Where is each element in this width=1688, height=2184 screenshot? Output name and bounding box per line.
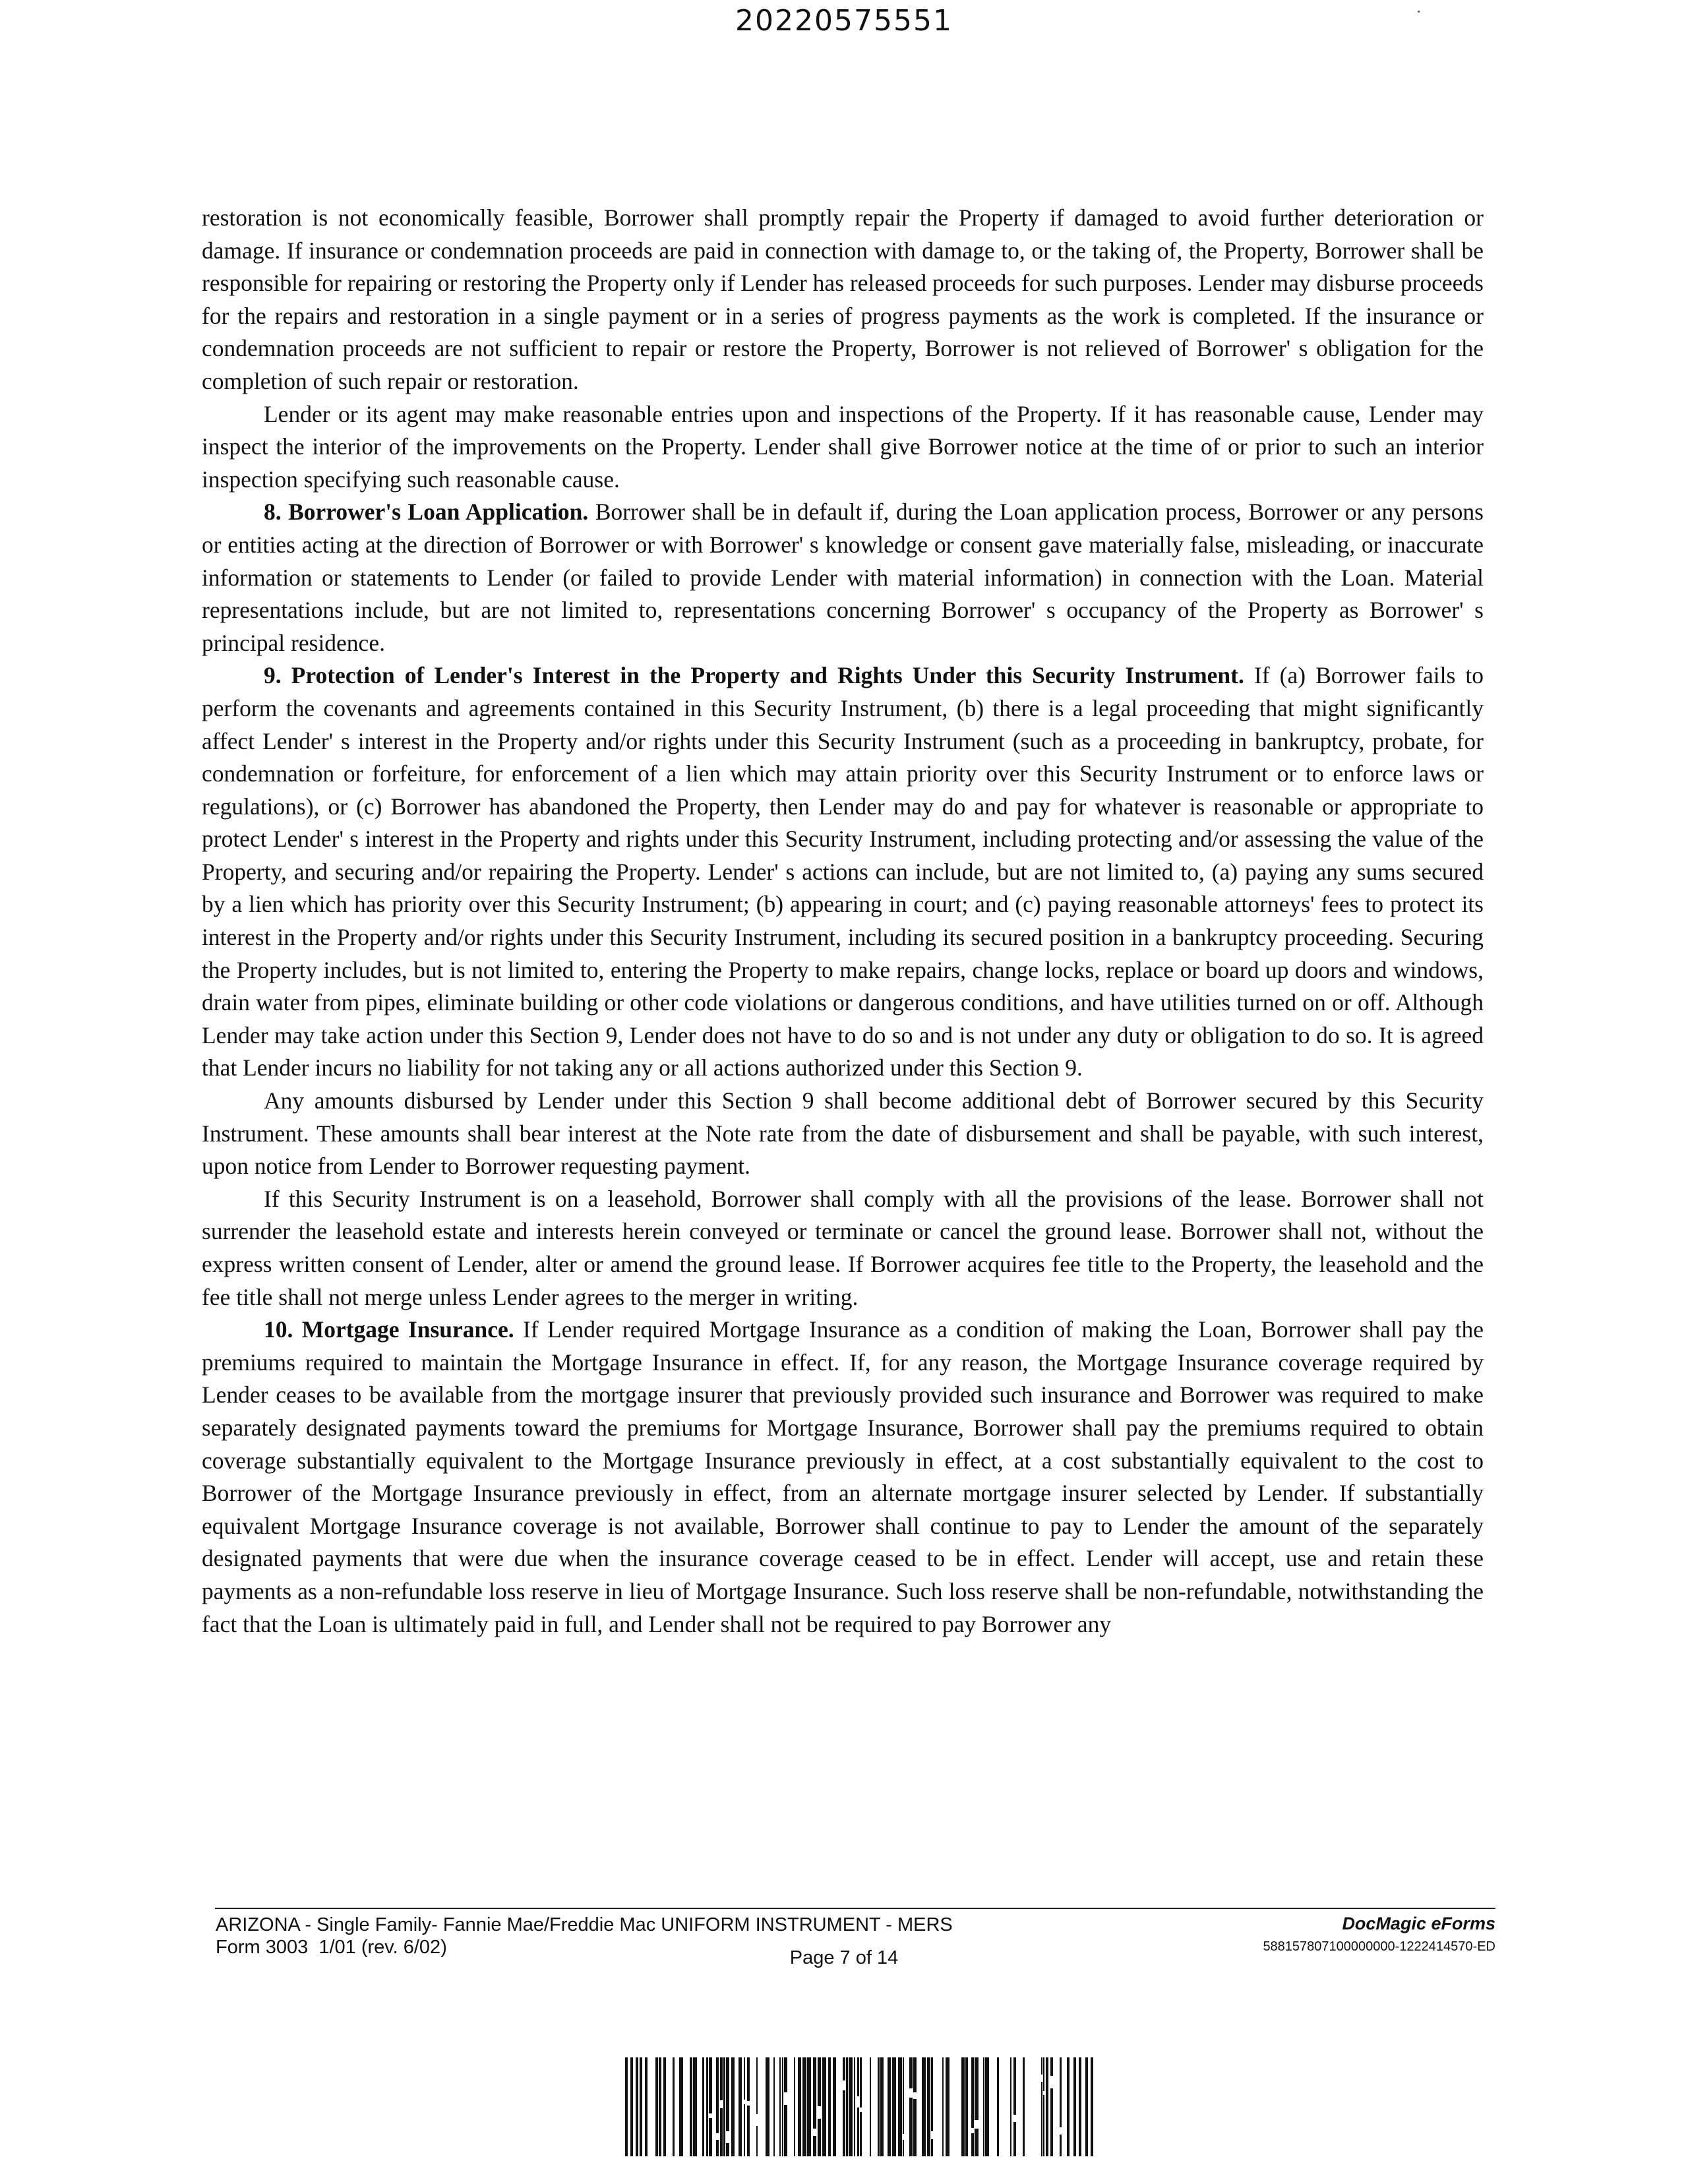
scan-speck <box>1418 11 1420 13</box>
section-heading: 9. Protection of Lender's Interest in the Property and Rights Under this Security Instrument. <box>264 662 1244 689</box>
section-9-protection <box>202 659 1484 1085</box>
document-id: 588157807100000000-1222414570-ED <box>1263 1939 1495 1954</box>
recording-number: 20220575551 <box>735 4 953 38</box>
page-number: Page 7 of 14 <box>789 1947 899 1968</box>
footer-divider <box>215 1908 1495 1909</box>
form-number: Form 3003 1/01 (rev. 6/02) <box>216 1937 447 1958</box>
paragraph-text: If this Security Instrument is on a leasehold, Borrower shall comply with all the provisions of the lease. Borrower shall not surrender the leasehold estate and interests herein conveyed or terminate or cancel the ground lease. Borrower shall not, without the express written consent of Lender, alter or amend the ground lease. If Borrower acquires fee title to the Property, the leasehold and the fee title shall not merge unless Lender agrees to the merger in writing. <box>202 1185 1484 1310</box>
paragraph-inspections <box>202 398 1484 497</box>
section-8-loan-application <box>202 496 1484 659</box>
paragraph-text: Any amounts disbursed by Lender under this Section 9 shall become additional debt of Borrower secured by this Security Instrument. These amounts shall bear interest at the Note rate from the date of disbursement and shall be payable, with such interest, upon notice from Lender to Borrower requesting payment. <box>202 1087 1484 1180</box>
paragraph-text: restoration is not economically feasible, Borrower shall promptly repair the Property if damaged to avoid further deterioration or damage. If insurance or condemnation proceeds are paid in connection with damage to, or the taking of, the Property, Borrower shall be responsible for repairing or restoring the Property only if Lender has released proceeds for such purposes. Lender may disburse proceeds for the repairs and restoration in a single payment or in a series of progress payments as the work is completed. If the insurance or condemnation proceeds are not sufficient to repair or restore the Property, Borrower is not relieved of Borrower' s obligation for the completion of such repair or restoration. <box>202 204 1484 394</box>
paragraph-text: Borrower shall be in default if, during the Loan application process, Borrower or any persons or entities acting at the direction of Borrower or with Borrower' s knowledge or consent gave materially false, misleading, or inaccurate information or statements to Lender (or failed to provide Lender with material information) in connection with the Loan. Material representations include, but are not limited to, representations concerning Borrower' s occupancy of the Property as Borrower' s principal residence. <box>202 499 1484 656</box>
document-body <box>202 202 1484 1641</box>
section-heading: 10. Mortgage Insurance. <box>264 1316 514 1343</box>
paragraph-restoration <box>202 202 1484 398</box>
barcode-icon <box>625 2057 1095 2156</box>
paragraph-text: Lender or its agent may make reasonable entries upon and inspections of the Property. If it has reasonable cause, Lender may inspect the interior of the improvements on the Property. Lender shall give Borrower notice at the time of or prior to such an interior inspection specifying such reasonable cause. <box>202 400 1484 493</box>
section-10-mortgage-insurance <box>202 1314 1484 1641</box>
paragraph-amounts-disbursed <box>202 1085 1484 1183</box>
paragraph-text: If Lender required Mortgage Insurance as a condition of making the Loan, Borrower shall pay the premiums required to maintain the Mortgage Insurance in effect. If, for any reason, the Mortgage Insurance coverage required by Lender ceases to be available from the mortgage insurer that previously provided such insurance and Borrower was required to make separately designated payments toward the premiums for Mortgage Insurance, Borrower shall pay the premiums required to obtain coverage substantially equivalent to the Mortgage Insurance previously in effect, at a cost substantially equivalent to the cost to Borrower of the Mortgage Insurance previously in effect, from an alternate mortgage insurer selected by Lender. If substantially equivalent Mortgage Insurance coverage is not available, Borrower shall continue to pay to Lender the amount of the separately designated payments that were due when the insurance coverage ceased to be in effect. Lender will accept, use and retain these payments as a non-refundable loss reserve in lieu of Mortgage Insurance. Such loss reserve shall be non-refundable, notwithstanding the fact that the Loan is ultimately paid in full, and Lender shall not be required to pay Borrower any <box>202 1316 1484 1637</box>
form-title: ARIZONA - Single Family- Fannie Mae/Freddie Mac UNIFORM INSTRUMENT - MERS <box>216 1914 953 1935</box>
paragraph-text: If (a) Borrower fails to perform the covenants and agreements contained in this Security Instrument, (b) there is a legal proceeding that might significantly affect Lender' s interest in the Property and/or rights under this Security Instrument (such as a proceeding in bankruptcy, probate, for condemnation or forfeiture, for enforcement of a lien which may attain priority over this Security Instrument or to enforce laws or regulations), or (c) Borrower has abandoned the Property, then Lender may do and pay for whatever is reasonable or appropriate to protect Lender' s interest in the Property and rights under this Security Instrument, including protecting and/or assessing the value of the Property, and securing and/or repairing the Property. Lender' s actions can include, but are not limited to, (a) paying any sums secured by a lien which has priority over this Security Instrument; (b) appearing in court; and (c) paying reasonable attorneys' fees to protect its interest in the Property and/or rights under this Security Instrument, including its secured position in a bankruptcy proceeding. Securing the Property includes, but is not limited to, entering the Property to make repairs, change locks, replace or board up doors and windows, drain water from pipes, eliminate building or other code violations or dangerous conditions, and have utilities turned on or off. Although Lender may take action under this Section 9, Lender does not have to do so and is not under any duty or obligation to do so. It is agreed that Lender incurs no liability for not taking any or all actions authorized under this Section 9. <box>202 662 1484 1081</box>
section-heading: 8. Borrower's Loan Application. <box>264 499 589 526</box>
docmagic-logo: DocMagic eForms <box>1342 1914 1495 1933</box>
paragraph-leasehold <box>202 1183 1484 1314</box>
